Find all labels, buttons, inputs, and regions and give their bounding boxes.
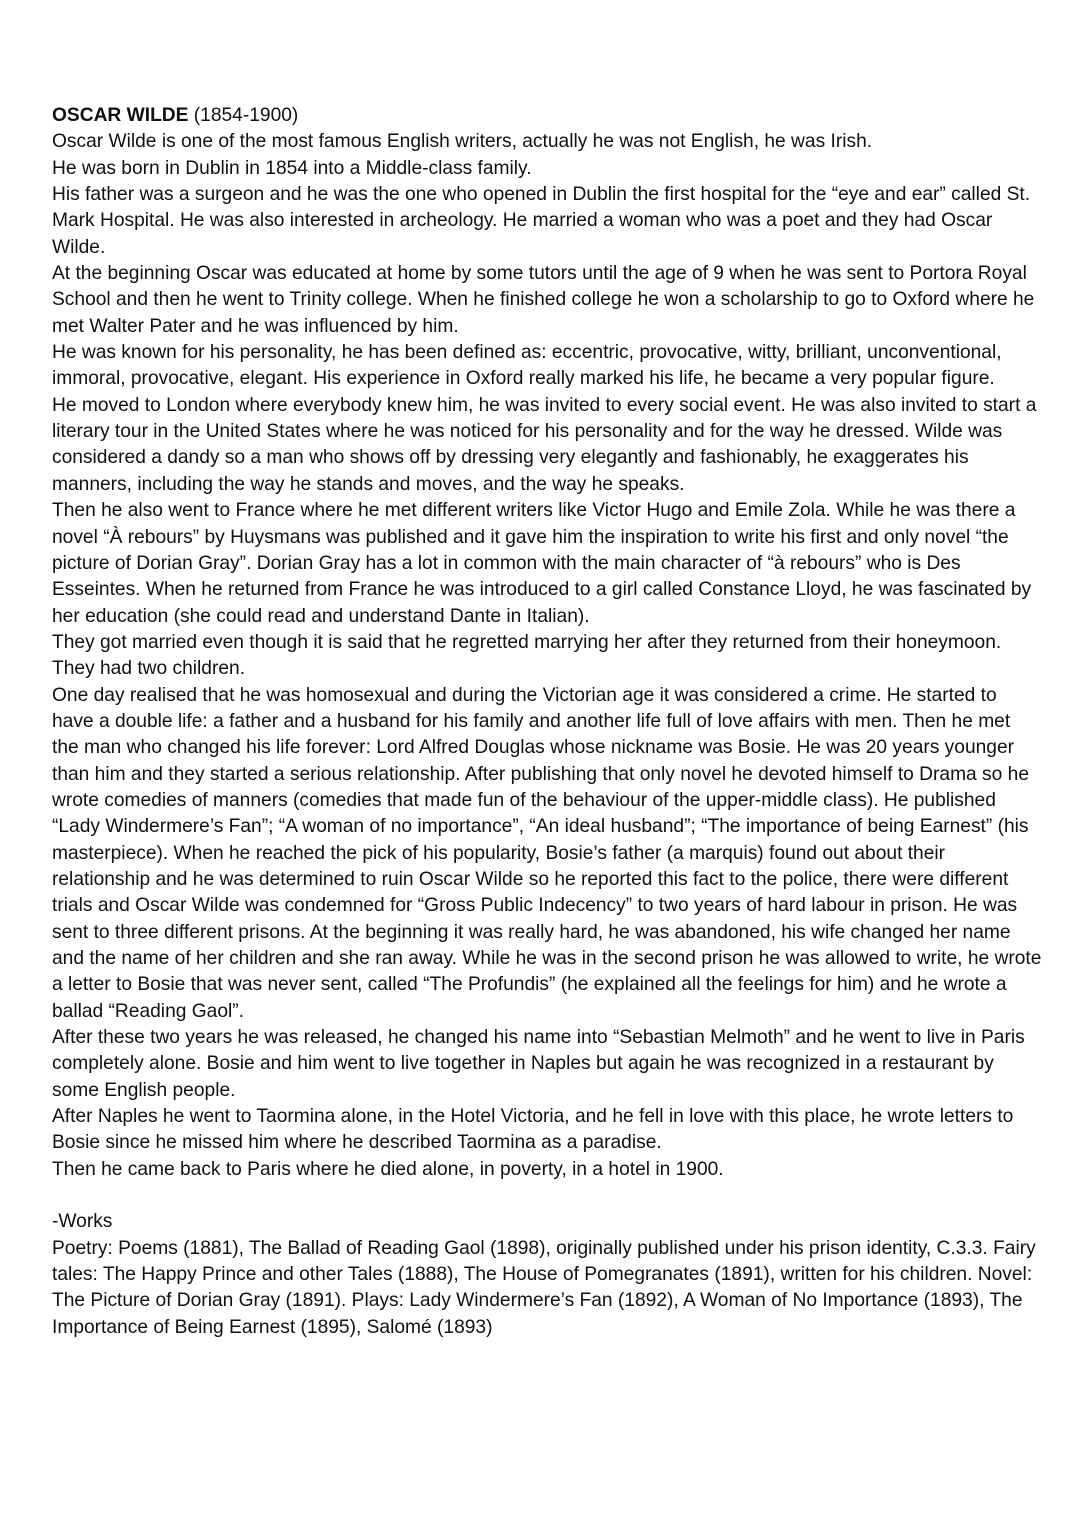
paragraph-intro: Oscar Wilde is one of the most famous English writers, actually he was not English, he was Irish. xyxy=(52,131,873,153)
paragraph-london: He moved to London where everybody knew him, he was invited to every social event. He was also invited to start a literary tour in the United States where he was noticed for his personality and for the way he dressed. Wilde was considered a dandy so a man who shows off by dressing very elegantly and fashionably, he exaggerates his manners, including the way he stands and moves, and the way he speaks. xyxy=(52,394,1037,495)
paragraph-taormina: After Naples he went to Taormina alone, in the Hotel Victoria, and he fell in love with this place, he wrote letters to Bosie since he missed him where he described Taormina as a paradise. xyxy=(52,1106,1014,1154)
title-name: OSCAR WILDE xyxy=(52,105,189,126)
paragraph-father: His father was a surgeon and he was the one who opened in Dublin the first hospital for the “eye and ear” called St. Mark Hospital. He was also interested in archeology. He married a woman who was a poet and they had Oscar Wilde. xyxy=(52,184,1031,258)
title-dates: (1854-1900) xyxy=(188,105,299,126)
paragraph-education: At the beginning Oscar was educated at home by some tutors until the age of 9 when he was sent to Portora Royal School and then he went to Trinity college. When he finished college he won a scholarship to go to Oxford where he met Walter Pater and he was influenced by him. xyxy=(52,263,1035,337)
paragraph-birth: He was born in Dublin in 1854 into a Middle-class family. xyxy=(52,157,532,179)
paragraph-bosie: One day realised that he was homosexual and during the Victorian age it was considered a crime. He started to have a double life: a father and a husband for his family and another life full of love affairs with men. Then he met the man who changed his life forever: Lord Alfred Douglas whose nickname was Bosie. He was 20 years younger than him and they started a serious relationship. After publishing that only novel he devoted himself to Drama so he wrote comedies of manners (comedies that made fun of the behaviour of the upper-middle class). He published “Lady Windermere’s Fan”; “A woman of no importance”, “An ideal husband”; “The importance of being Earnest” (his masterpiece). When he reached the pick of his popularity, Bosie’s father (a marquis) found out about their relationship and he was determined to ruin Oscar Wilde so he reported this fact to the police, there were different trials and Oscar Wilde was condemned for “Gross Public Indecency” to two years of hard labour in prison. He was sent to three different prisons. At the beginning it was really hard, he was abandoned, his wife changed her name and the name of her children and she ran away. While he was in the second prison he was allowed to write, he wrote a letter to Bosie that was never sent, called “The Profundis” (he explained all the feelings for him) and he wrote a ballad “Reading Gaol”. xyxy=(52,684,1042,1022)
document-page xyxy=(52,103,1042,1341)
document-title xyxy=(52,103,1042,129)
blank-line xyxy=(52,1183,1042,1209)
paragraph-france: Then he also went to France where he met different writers like Victor Hugo and Emile Zola. While he was there a novel “À rebours” by Huysmans was published and it gave him the inspiration to write his first and only novel “the picture of Dorian Gray”. Dorian Gray has a lot in common with the main character of “à rebours” who is Des Esseintes. When he returned from France he was introduced to a girl called Constance Lloyd, he was fascinated by her education (she could read and understand Dante in Italian). xyxy=(52,500,1032,627)
paragraph-marriage: They got married even though it is said that he regretted marrying her after they returned from their honeymoon. They had two children. xyxy=(52,631,1002,680)
paragraph-release: After these two years he was released, he changed his name into “Sebastian Melmoth” and he went to live in Paris completely alone. Bosie and him went to live together in Naples but again he was recognized in a restaurant by some English people. xyxy=(52,1027,1025,1101)
paragraph-death: Then he came back to Paris where he died alone, in poverty, in a hotel in 1900. xyxy=(52,1158,724,1180)
works-list: Poetry: Poems (1881), The Ballad of Reading Gaol (1898), originally published under his prison identity, C.3.3. Fairy tales: The Happy Prince and other Tales (1888), The House of Pomegranates (1891), written for his children. Novel: The Picture of Dorian Gray (1891). Plays: Lady Windermere’s Fan (1892), A Woman of No Importance (1893), The Importance of Being Earnest (1895), Salomé (1893) xyxy=(52,1237,1036,1338)
paragraph-personality: He was known for his personality, he has been defined as: eccentric, provocative, witty, brilliant, unconventional, immoral, provocative, elegant. His experience in Oxford really marked his life, he became a very popular figure. xyxy=(52,342,1002,390)
works-heading: -Works xyxy=(52,1211,113,1233)
